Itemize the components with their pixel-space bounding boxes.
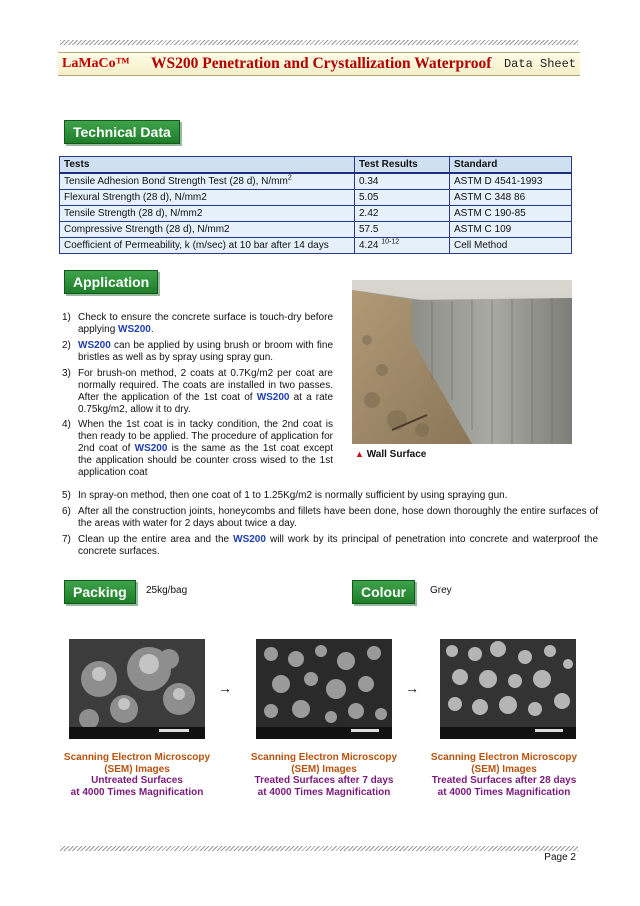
list-number: 7) (62, 534, 71, 545)
caption-line: Scanning Electron Microscopy (250, 752, 398, 763)
packing-heading: Packing (64, 580, 136, 604)
test-result-cell (355, 238, 450, 254)
top-divider (60, 40, 578, 45)
application-heading: Application (64, 270, 158, 294)
list-item (62, 506, 598, 530)
text-run: . (150, 324, 154, 335)
result-value: 2.42 (359, 208, 379, 219)
test-name-cell: Tensile Adhesion Bond Strength Test (28 d), $N/mm^2$ (60, 173, 355, 190)
packing-value: 25kg/bag (146, 585, 188, 596)
column-header: Standard (450, 157, 572, 174)
colour-heading: Colour (352, 580, 415, 604)
product-name: WS200 (256, 392, 290, 403)
standard-cell: ASTM C 190-85 (450, 206, 572, 222)
list-number: 3) (62, 368, 71, 379)
test-name-cell: Coefficient of Permeability, k (m/sec) at 10 bar after 14 days (60, 238, 355, 254)
sem-untreated-picture (69, 639, 205, 739)
list-number: 6) (62, 506, 71, 517)
text-run: When the 1st coat is in tacky condition, the 2nd coat is then ready to be applied. The procedure of application for 2nd coat of (78, 419, 333, 454)
list-item (62, 534, 598, 558)
text-run: at a rate 0.75kg/m2, allow it to dry. (78, 392, 334, 415)
test-name-cell: Flexural Strength (28 d), N/mm2 (60, 190, 355, 206)
test-name-cell: Tensile Strength (28 d), N/mm2 (60, 206, 355, 222)
caption-marker-icon: ▲ (355, 449, 364, 459)
colour-value: Grey (430, 585, 452, 596)
list-item-text (78, 340, 333, 364)
result-value: 0.34 (359, 176, 379, 187)
caption-line: Treated Surfaces after 7 days (254, 775, 394, 786)
test-result-cell (355, 222, 450, 238)
text-run: Clean up the entire area and the (78, 534, 234, 545)
sem-7-days-picture (256, 639, 392, 739)
standard-cell: ASTM D 4541-1993 (450, 173, 572, 190)
standard-cell: Cell Method (450, 238, 572, 254)
list-item-text (78, 506, 598, 530)
caption-line: at 4000 Times Magnification (437, 786, 571, 798)
list-item (62, 490, 598, 502)
caption-line: (SEM) Images (104, 763, 170, 775)
list-item (62, 340, 333, 364)
caption-line: Scanning Electron Microscopy (430, 752, 578, 763)
page-title: WS200 Penetration and Crystallization Waterproof (151, 55, 492, 72)
text-run: After all the construction joints, honeycombs and fillets have been done, hose down thoroughly the entire surfaces of the areas with water for 2 days about twice a day. (78, 506, 598, 529)
table-row (60, 173, 572, 190)
document-header (58, 52, 580, 76)
list-number: 2) (62, 340, 71, 351)
product-name: WS200 (118, 324, 151, 335)
wall-surface-photo (352, 280, 572, 444)
sem-28-days-picture (440, 639, 576, 739)
page-number: Page 2 (544, 852, 576, 863)
list-item (62, 312, 333, 336)
brand-logo: LaMaCo™ (62, 56, 130, 71)
list-item (62, 419, 333, 479)
list-item-text (78, 368, 333, 416)
doc-type-label: Data Sheet (503, 57, 576, 71)
table-row (60, 222, 572, 238)
photo-caption (355, 449, 426, 460)
list-number: 1) (62, 312, 71, 323)
list-item-text (78, 312, 333, 336)
sem-image-untreated (69, 639, 205, 739)
photo-caption-text: Wall Surface (366, 449, 427, 460)
caption-line: (SEM) Images (471, 763, 537, 775)
arrow-right-icon: → (218, 680, 232, 696)
table-row (60, 238, 572, 254)
caption-line: (SEM) Images (291, 763, 357, 775)
result-value: 5.05 (359, 192, 379, 203)
column-header: Test Results (355, 157, 450, 174)
standard-cell: ASTM C 348 86 (450, 190, 572, 206)
list-item-text (78, 534, 598, 558)
table-row (60, 190, 572, 206)
text-run: will work by its principal of penetration into concrete and waterproof the concrete surfaces. (78, 534, 598, 557)
column-header: Tests (60, 157, 355, 174)
product-name: WS200 (78, 340, 111, 351)
table-header-row (60, 157, 572, 174)
product-name: WS200 (134, 443, 168, 454)
test-result-cell (355, 206, 450, 222)
standard-cell: ASTM C 109 (450, 222, 572, 238)
superscript: 2 (287, 174, 292, 182)
caption-line: Scanning Electron Microscopy (63, 752, 211, 763)
list-number: 5) (62, 490, 71, 501)
caption-line: at 4000 Times Magnification (257, 786, 391, 798)
text-run: can be applied by using brush or broom with fine bristles as well as by spray using spray gun. (78, 340, 333, 363)
bottom-divider (60, 846, 578, 851)
sem-caption-7-days (229, 752, 419, 798)
test-name-cell: Compressive Strength (28 d), N/mm2 (60, 222, 355, 238)
technical-data-heading: Technical Data (64, 120, 180, 144)
list-item (62, 368, 333, 416)
text-run: For brush-on method, 2 coats at 0.7Kg/m2 per coat are normally required. The coats are installed in two passes. After the application of the 1st coat of (78, 368, 333, 403)
caption-line: Untreated Surfaces (91, 775, 183, 786)
text-run: In spray-on method, then one coat of 1 to 1.25Kg/m2 is normally sufficient by using spraying gun. (78, 490, 508, 501)
table-row (60, 206, 572, 222)
result-value: 57.5 (359, 224, 379, 235)
list-item-text (78, 490, 598, 502)
text-run: is the same as the 1st coat except the application should be counter cross wised to the 1st application coat (78, 443, 333, 478)
text-run: Check to ensure the concrete surface is touch-dry before applying (78, 312, 333, 335)
test-result-cell (355, 190, 450, 206)
result-value: 4.24 (359, 240, 379, 251)
sem-image-7-days (256, 639, 392, 739)
arrow-right-icon: → (405, 680, 419, 696)
caption-line: at 4000 Times Magnification (70, 786, 204, 798)
sem-image-28-days (440, 639, 576, 739)
technical-data-table (59, 156, 572, 254)
list-item-text (78, 419, 333, 479)
wall-photo-image (352, 280, 572, 444)
superscript: 10-12 (381, 238, 400, 246)
list-number: 4) (62, 419, 71, 430)
sem-caption-28-days (409, 752, 599, 798)
caption-line: Treated Surfaces after 28 days (431, 775, 577, 786)
sem-caption-untreated (42, 752, 232, 798)
product-name: WS200 (233, 534, 266, 545)
test-result-cell (355, 173, 450, 190)
